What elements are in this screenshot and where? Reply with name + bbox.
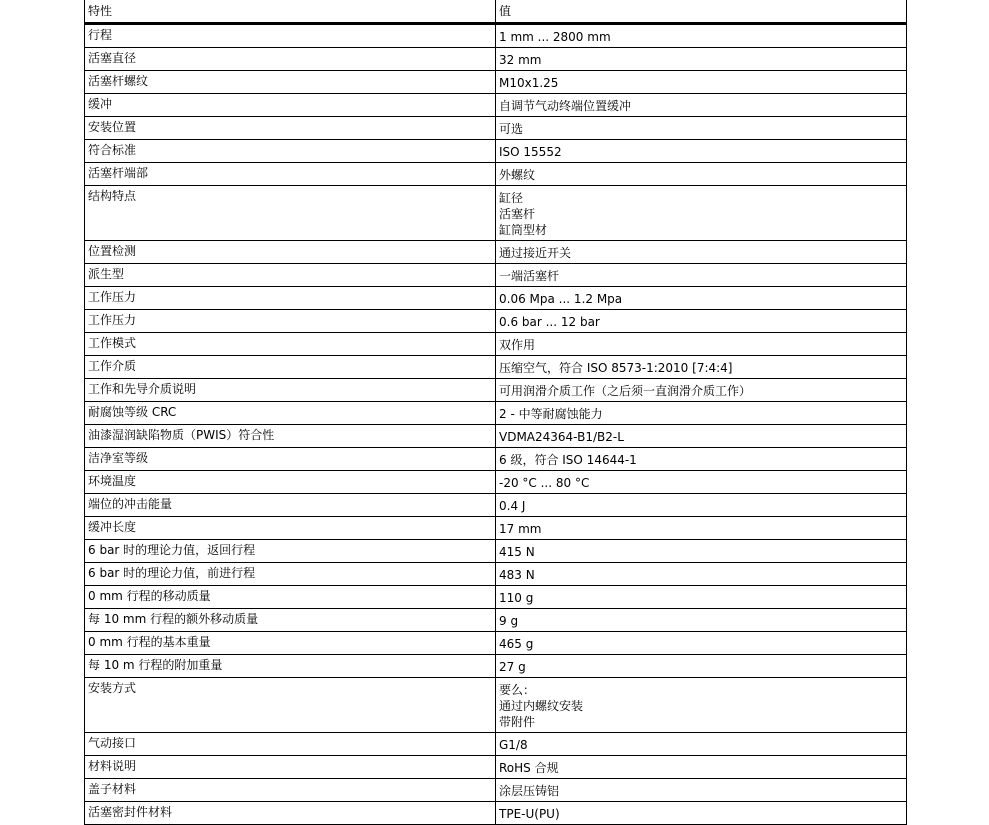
table-row (85, 163, 907, 186)
feature-cell: 结构特点 (85, 186, 496, 241)
value-cell: 涂层压铸铝 (496, 779, 907, 802)
header-feature: 特性 (85, 0, 496, 24)
feature-cell: 工作压力 (85, 287, 496, 310)
table-row (85, 333, 907, 356)
feature-cell: 端位的冲击能量 (85, 494, 496, 517)
value-cell: 17 mm (496, 517, 907, 540)
feature-cell: 安装位置 (85, 117, 496, 140)
table-row (85, 802, 907, 825)
feature-cell: 工作介质 (85, 356, 496, 379)
feature-cell: 派生型 (85, 264, 496, 287)
feature-cell: 活塞密封件材料 (85, 802, 496, 825)
value-cell: 自调节气动终端位置缓冲 (496, 94, 907, 117)
feature-cell: 油漆湿润缺陷物质（PWIS）符合性 (85, 425, 496, 448)
header-value: 值 (496, 0, 907, 24)
table-row (85, 563, 907, 586)
table-header-row (85, 0, 907, 24)
feature-cell: 活塞直径 (85, 48, 496, 71)
feature-cell: 环境温度 (85, 471, 496, 494)
table-row (85, 586, 907, 609)
feature-cell: 缓冲 (85, 94, 496, 117)
table-row (85, 494, 907, 517)
value-cell: 6 级，符合 ISO 14644-1 (496, 448, 907, 471)
table-row (85, 678, 907, 733)
table-row (85, 264, 907, 287)
table-row (85, 402, 907, 425)
value-cell: 要么： 通过内螺纹安装 带附件 (496, 678, 907, 733)
table-row (85, 756, 907, 779)
value-cell: 110 g (496, 586, 907, 609)
table-row (85, 655, 907, 678)
feature-cell: 耐腐蚀等级 CRC (85, 402, 496, 425)
table-row (85, 609, 907, 632)
spec-table (84, 0, 907, 825)
table-row (85, 540, 907, 563)
feature-cell: 活塞杆螺纹 (85, 71, 496, 94)
feature-cell: 安装方式 (85, 678, 496, 733)
table-row (85, 310, 907, 333)
feature-cell: 工作压力 (85, 310, 496, 333)
value-cell: 9 g (496, 609, 907, 632)
feature-cell: 位置检测 (85, 241, 496, 264)
value-cell: 415 N (496, 540, 907, 563)
table-row (85, 425, 907, 448)
value-cell: TPE-U(PU) (496, 802, 907, 825)
table-row (85, 517, 907, 540)
table-row (85, 241, 907, 264)
table-row (85, 71, 907, 94)
value-cell: 外螺纹 (496, 163, 907, 186)
feature-cell: 每 10 m 行程的附加重量 (85, 655, 496, 678)
feature-cell: 盖子材料 (85, 779, 496, 802)
value-cell: M10x1.25 (496, 71, 907, 94)
table-row (85, 140, 907, 163)
table-row (85, 356, 907, 379)
table-row (85, 48, 907, 71)
table-row (85, 287, 907, 310)
table-row (85, 186, 907, 241)
feature-cell: 6 bar 时的理论力值，返回行程 (85, 540, 496, 563)
value-cell: RoHS 合规 (496, 756, 907, 779)
feature-cell: 材料说明 (85, 756, 496, 779)
value-cell: 一端活塞杆 (496, 264, 907, 287)
feature-cell: 工作和先导介质说明 (85, 379, 496, 402)
value-cell: 2 - 中等耐腐蚀能力 (496, 402, 907, 425)
value-cell: 27 g (496, 655, 907, 678)
value-cell: 缸径 活塞杆 缸筒型材 (496, 186, 907, 241)
feature-cell: 0 mm 行程的基本重量 (85, 632, 496, 655)
value-cell: 0.4 J (496, 494, 907, 517)
value-cell: 可选 (496, 117, 907, 140)
value-cell: -20 °C ... 80 °C (496, 471, 907, 494)
feature-cell: 每 10 mm 行程的额外移动质量 (85, 609, 496, 632)
feature-cell: 0 mm 行程的移动质量 (85, 586, 496, 609)
feature-cell: 工作模式 (85, 333, 496, 356)
value-cell: G1/8 (496, 733, 907, 756)
value-cell: VDMA24364-B1/B2-L (496, 425, 907, 448)
feature-cell: 6 bar 时的理论力值，前进行程 (85, 563, 496, 586)
table-row (85, 632, 907, 655)
feature-cell: 洁净室等级 (85, 448, 496, 471)
feature-cell: 行程 (85, 24, 496, 48)
table-row (85, 779, 907, 802)
value-cell: 0.06 Mpa ... 1.2 Mpa (496, 287, 907, 310)
value-cell: 可用润滑介质工作（之后须一直润滑介质工作） (496, 379, 907, 402)
feature-cell: 活塞杆端部 (85, 163, 496, 186)
value-cell: 465 g (496, 632, 907, 655)
value-cell: 通过接近开关 (496, 241, 907, 264)
value-cell: 0.6 bar ... 12 bar (496, 310, 907, 333)
table-row (85, 471, 907, 494)
value-cell: 1 mm ... 2800 mm (496, 24, 907, 48)
table-row (85, 117, 907, 140)
feature-cell: 气动接口 (85, 733, 496, 756)
table-row (85, 733, 907, 756)
value-cell: 483 N (496, 563, 907, 586)
table-row (85, 94, 907, 117)
value-cell: 双作用 (496, 333, 907, 356)
feature-cell: 符合标准 (85, 140, 496, 163)
table-row (85, 379, 907, 402)
value-cell: 32 mm (496, 48, 907, 71)
feature-cell: 缓冲长度 (85, 517, 496, 540)
table-row (85, 448, 907, 471)
table-row (85, 24, 907, 48)
value-cell: ISO 15552 (496, 140, 907, 163)
value-cell: 压缩空气，符合 ISO 8573-1:2010 [7:4:4] (496, 356, 907, 379)
